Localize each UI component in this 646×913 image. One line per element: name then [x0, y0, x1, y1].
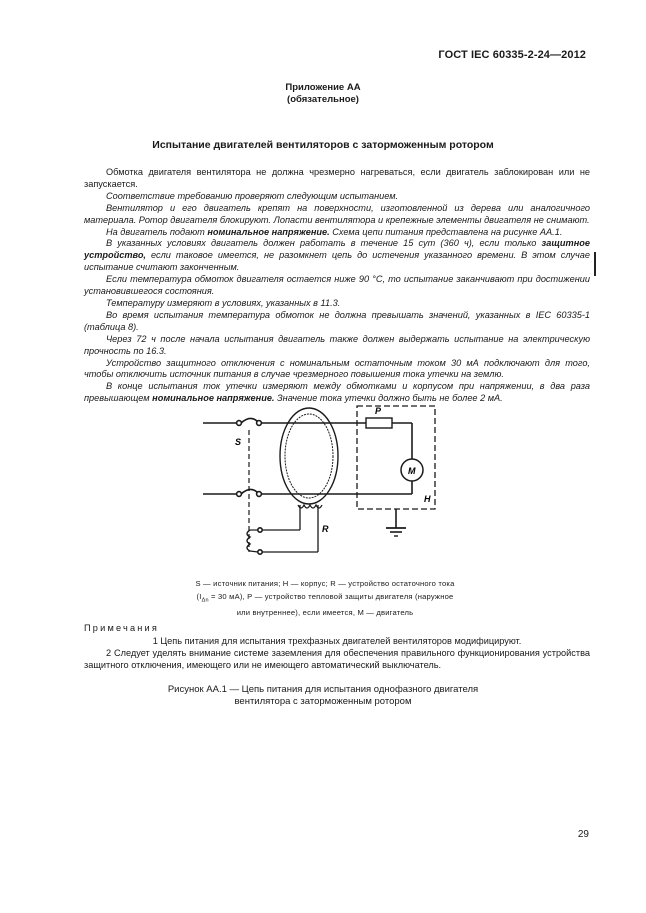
paragraph-3: Вентилятор и его двигатель крепят на поверхности, изготовленной из дерева или аналогичного материала. Ротор двигателя блокируют. Лопасти вентилятора и крепежные элементы двигателя не снимают. — [84, 202, 590, 225]
switch-contact — [257, 421, 262, 426]
figure-legend — [140, 578, 510, 619]
paragraph-8: Во время испытания температура обмоток не должна превышать значений, указанных в IEC 60335-1 (таблица 8). — [84, 309, 590, 332]
label-r: R — [322, 524, 329, 534]
p5-term: защитное устройство, — [84, 238, 590, 261]
trip-coil — [247, 530, 250, 551]
p4-text-c: Схема цепи питания представлена на рисунке АА.1. — [329, 226, 563, 237]
legend-line-2-rest: = 30 мА), P — устройство тепловой защиты двигателя (наружное — [208, 591, 454, 601]
terminal — [258, 528, 262, 532]
notes-heading: Примечания — [84, 623, 160, 633]
legend-line-3: или внутреннее), если имеется, M — двигатель — [236, 607, 414, 617]
label-m: M — [408, 466, 416, 476]
paragraph-1: Обмотка двигателя вентилятора не должна чрезмерно нагреваться, если двигатель заблокирован или не запускается. — [84, 167, 590, 189]
paragraph-6: Если температура обмоток двигателя остается ниже 90 °С, то испытание заканчивают при достижении установившегося состояния. — [84, 274, 590, 297]
paragraph-10: Устройство защитного отключения с номинальным остаточным током 30 мА подключают для того, чтобы отключить источник питания в случае чрезмерного повышения тока утечки на землю. — [84, 357, 590, 380]
trip-coil-lead — [250, 551, 258, 552]
label-s: S — [235, 437, 242, 447]
p5-text-c: если таковое имеется, не разомкнет цепь до истечения указанного времени. В этом случае испытание считают законченным. — [84, 250, 590, 273]
figure-caption — [0, 684, 646, 708]
switch-contact — [237, 492, 242, 497]
legend-sub: Δn — [201, 597, 209, 604]
annex-status: (обязательное) — [287, 94, 359, 105]
thermal-protector — [366, 418, 392, 428]
legend-line-1: S — источник питания; H — корпус; R — устройство остаточного тока — [195, 579, 455, 588]
p11-text-a: В конце испытания ток утечки измеряют между обмотками и корпусом при напряжении, в два раза превышающем — [84, 381, 590, 404]
p11-text-c: Значение тока утечки должно быть не более 2 мА. — [274, 393, 503, 404]
p5-text-a: В указанных условиях двигатель должен работать в течение 15 сут (360 ч), если только — [106, 238, 542, 249]
annex-title: Приложение АА — [285, 82, 361, 93]
document-id: ГОСТ IEC 60335-2-24—2012 — [438, 49, 586, 61]
paragraph-2: Соответствие требованию проверяют следующим испытанием. — [106, 190, 399, 201]
notes — [84, 636, 590, 672]
caption-line-2: вентилятора с заторможенным ротором — [234, 696, 412, 707]
switch-contact — [237, 421, 242, 426]
legend-i: (I — [196, 591, 202, 601]
note-2: 2 Следует уделять внимание системе заземления для обеспечения правильного функционирования устройства защитного отключения, имеющего или не имеющего автоматический выключатель. — [84, 647, 590, 670]
p4-text-a: На двигатель подают — [106, 226, 208, 237]
note-1-text: 1 Цепь питания для испытания трехфазных двигателей вентиляторов модифицируют. — [152, 636, 522, 646]
p4-term: номинальное напряжение. — [207, 226, 330, 237]
rcd-core-inner — [285, 414, 333, 498]
page-number: 29 — [577, 829, 589, 840]
note-1 — [84, 636, 590, 648]
caption-line-1: Рисунок АА.1 — Цепь питания для испытания однофазного двигателя — [167, 684, 479, 695]
p11-term: номинальное напряжение. — [152, 393, 275, 404]
legend-line-2 — [140, 591, 510, 607]
terminal — [258, 550, 262, 554]
section-title: Испытание двигателей вентиляторов с заторможенным ротором — [152, 139, 494, 151]
switch-arc — [241, 418, 257, 423]
switch-contact — [257, 492, 262, 497]
label-h: H — [424, 494, 431, 504]
paragraph-7: Температуру измеряют в условиях, указанных в 11.3. — [106, 297, 341, 308]
paragraph-9: Через 72 ч после начала испытания двигатель также должен выдержать испытание на электрическую прочность по 16.3. — [84, 333, 590, 356]
label-p: P — [375, 406, 382, 416]
